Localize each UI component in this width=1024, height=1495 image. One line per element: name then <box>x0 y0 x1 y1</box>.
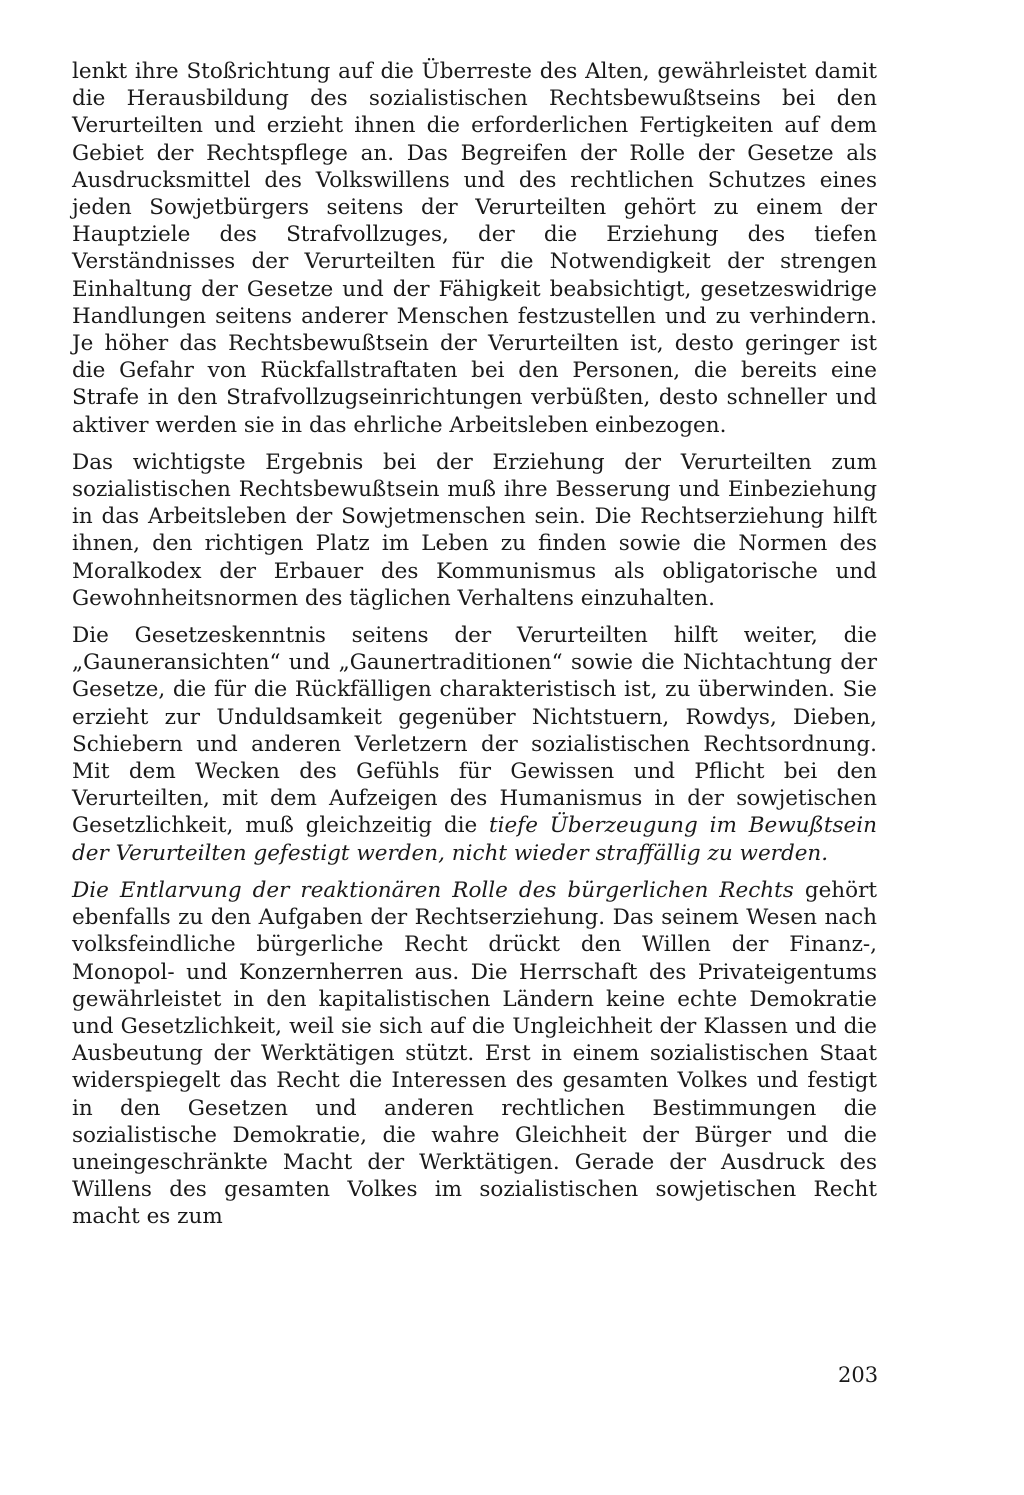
paragraph-3-text: Die Gesetzeskenntnis seitens der Verurteilten hilft weiter, die „Gauneransichten“ und „Gaunertraditionen“ sowie die Nichtachtung der Gesetze, die für die Rückfälligen charakteristisch ist, zu überwinden. Sie erzieht zur Unduldsamkeit gegenüber Nichtstuern, Rowdys, Dieben, Schiebern und anderen Verletzern der sozialistischen Rechtsordnung. Mit dem Wecken des Gefühls für Gewissen und Pflicht bei den Verurteilten, mit dem Aufzeigen des Humanismus in der sowjetischen Gesetzlichkeit, muß gleichzeitig die <box>72 623 877 839</box>
paragraph-4-text: gehört ebenfalls zu den Aufgaben der Rechtserziehung. Das seinem Wesen nach volksfeindliche bürgerliche Recht drückt den Willen der Finanz-, Monopol- und Konzernherren aus. Die Herrschaft des Privateigentums gewährleistet in den kapitalistischen Ländern keine echte Demokratie und Gesetzlichkeit, weil sie sich auf die Ungleichheit der Klassen und die Ausbeutung der Werktätigen stützt. Erst in einem sozialistischen Staat widerspiegelt das Recht die Interessen des gesamten Volkes und festigt in den Gesetzen und anderen rechtlichen Bestimmungen die sozialistische Demokratie, die wahre Gleichheit der Bürger und die uneingeschränkte Macht der Werktätigen. Gerade der Ausdruck des Willens des gesamten Volkes im sozialistischen sowjetischen Recht macht es zum <box>72 877 878 1230</box>
paragraph-1-text: lenkt ihre Stoßrichtung auf die Überreste des Alten, gewährleistet damit die Herausbildung des sozialistischen Rechtsbewußtseins bei den Verurteilten und erzieht ihnen die erforderlichen Fertigkeiten auf dem Gebiet der Rechtspflege an. Das Begreifen der Rolle der Gesetze als Ausdrucksmittel des Volkswillens und des rechtlichen Schutzes eines jeden Sowjetbürgers seitens der Verurteilten gehört zu einem der Hauptziele des Strafvollzuges, der die Erziehung des tiefen Verständnisses der Verurteilten für die Notwendigkeit der strengen Einhaltung der Gesetze und der Fähigkeit beabsichtigt, gesetzeswidrige Handlungen seitens anderer Menschen festzustellen und zu verhindern. Je höher das Rechtsbewußtsein der Verurteilten ist, desto geringer ist die Gefahr von Rückfallstraftaten bei den Personen, die bereits eine Strafe in den Strafvollzugseinrichtungen verbüßten, desto schneller und aktiver werden sie in das ehrliche Arbeitsleben einbezogen. <box>72 59 877 438</box>
page-body <box>72 58 877 1241</box>
paragraph-1 <box>72 58 877 439</box>
paragraph-4-emphasis: Die Entlarvung der reaktionären Rolle des bürgerlichen Rechts <box>72 877 794 903</box>
paragraph-4 <box>72 877 877 1231</box>
paragraph-3-emphasis: tiefe Überzeugung im Bewußtsein der Verurteilten gefestigt werden, nicht wieder straffällig zu werden. <box>72 813 877 866</box>
paragraph-2 <box>72 449 877 612</box>
page-number: 203 <box>838 1363 879 1387</box>
paragraph-2-text: Das wichtigste Ergebnis bei der Erziehung der Verurteilten zum sozialistischen Rechtsbewußtsein muß ihre Besserung und Einbeziehung in das Arbeitsleben der Sowjetmenschen sein. Die Rechtserziehung hilft ihnen, den richtigen Platz im Leben zu finden sowie die Normen des Moralkodex der Erbauer des Kommunismus als obligatorische und Gewohnheitsnormen des täglichen Verhaltens einzuhalten. <box>72 449 877 611</box>
paragraph-3 <box>72 622 877 867</box>
